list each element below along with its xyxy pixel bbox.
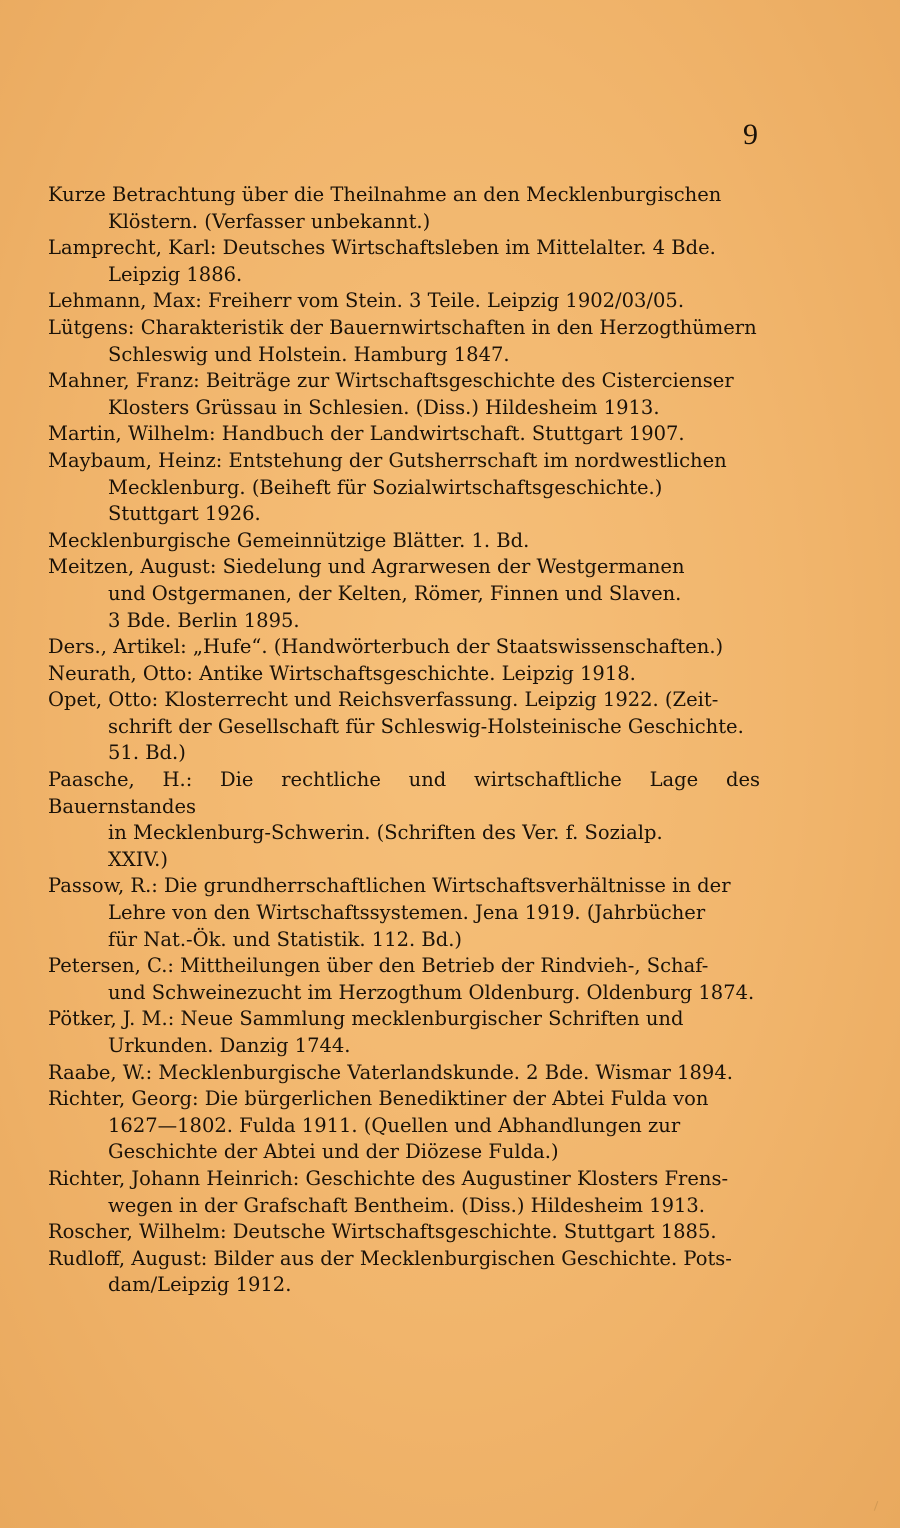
bibliography-entry bbox=[48, 368, 760, 421]
entry-first-line: Neurath, Otto: Antike Wirtschaftsgeschichte. Leipzig 1918. bbox=[48, 661, 636, 685]
bibliography-entry bbox=[48, 421, 760, 448]
entry-first-line: Maybaum, Heinz: Entstehung der Gutsherrschaft im nordwestlichen bbox=[48, 448, 727, 472]
entry-first-line: Paasche, H.: Die rechtliche und wirtschaftliche Lage des Bauernstandes bbox=[48, 768, 760, 818]
entry-first-line: Richter, Georg: Die bürgerlichen Benediktiner der Abtei Fulda von bbox=[48, 1087, 709, 1111]
bibliography-entry bbox=[48, 1246, 760, 1299]
bibliography-entry bbox=[48, 767, 760, 873]
entry-first-line: Lamprecht, Karl: Deutsches Wirtschaftsleben im Mittelalter. 4 Bde. bbox=[48, 236, 716, 260]
bibliography-entry bbox=[48, 953, 760, 1006]
entry-first-line: Pötker, J. M.: Neue Sammlung mecklenburgischer Schriften und bbox=[48, 1007, 684, 1031]
entry-first-line: Mahner, Franz: Beiträge zur Wirtschaftsgeschichte des Cistercienser bbox=[48, 369, 734, 393]
entry-continuation-line: und Ostgermanen, der Kelten, Römer, Finnen und Slaven. bbox=[108, 581, 682, 605]
entry-first-line: Petersen, C.: Mittheilungen über den Betrieb der Rindvieh-, Schaf- bbox=[48, 954, 709, 978]
entry-continuation-line: Klosters Grüssau in Schlesien. (Diss.) Hildesheim 1913. bbox=[108, 395, 660, 419]
bibliography-entry bbox=[48, 554, 760, 634]
entry-first-line: Lehmann, Max: Freiherr vom Stein. 3 Teile. Leipzig 1902/03/05. bbox=[48, 289, 685, 313]
bibliography-entry bbox=[48, 1006, 760, 1059]
bibliography-entry bbox=[48, 315, 760, 368]
entry-continuation-line: Geschichte der Abtei und der Diözese Fulda.) bbox=[108, 1140, 559, 1164]
bibliography-entry bbox=[48, 448, 760, 528]
entry-continuation-line: 51. Bd.) bbox=[108, 741, 186, 765]
bibliography-entry bbox=[48, 1060, 760, 1087]
entry-continuation-line: Urkunden. Danzig 1744. bbox=[108, 1034, 351, 1057]
bibliography-entry bbox=[48, 634, 760, 661]
bibliography-entry bbox=[48, 873, 760, 953]
entry-continuation-line: XXIV.) bbox=[108, 847, 168, 871]
entry-first-line: Richter, Johann Heinrich: Geschichte des Augustiner Klosters Frens- bbox=[48, 1166, 729, 1190]
bibliography-entry bbox=[48, 1086, 760, 1166]
bibliography-entry bbox=[48, 661, 760, 688]
bibliography-list bbox=[48, 182, 760, 1299]
entry-continuation-line: in Mecklenburg-Schwerin. (Schriften des Ver. f. Sozialp. bbox=[108, 821, 663, 845]
entry-first-line: Kurze Betrachtung über die Theilnahme an den Mecklenburgischen bbox=[48, 183, 722, 206]
entry-first-line: Raabe, W.: Mecklenburgische Vaterlandskunde. 2 Bde. Wismar 1894. bbox=[48, 1060, 733, 1084]
entry-continuation-line: Lehre von den Wirtschaftssystemen. Jena 1919. (Jahrbücher bbox=[108, 901, 706, 925]
entry-first-line: Rudloff, August: Bilder aus der Mecklenburgischen Geschichte. Pots- bbox=[48, 1246, 732, 1270]
entry-continuation-line: Mecklenburg. (Beiheft für Sozialwirtschaftsgeschichte.) bbox=[108, 475, 663, 499]
entry-continuation-line: wegen in der Grafschaft Bentheim. (Diss.) Hildesheim 1913. bbox=[108, 1193, 705, 1217]
entry-first-line: Ders., Artikel: „Hufe“. (Handwörterbuch der Staatswissenschaften.) bbox=[48, 635, 724, 659]
entry-continuation-line: Schleswig und Holstein. Hamburg 1847. bbox=[108, 342, 510, 366]
entry-continuation-line: Leipzig 1886. bbox=[108, 262, 243, 286]
entry-continuation-line: und Schweinezucht im Herzogthum Oldenburg. Oldenburg 1874. bbox=[108, 980, 755, 1004]
entry-continuation-line: Klöstern. (Verfasser unbekannt.) bbox=[108, 209, 431, 233]
bibliography-entry bbox=[48, 687, 760, 767]
entry-first-line: Mecklenburgische Gemeinnützige Blätter. 1. Bd. bbox=[48, 528, 530, 552]
entry-first-line: Roscher, Wilhelm: Deutsche Wirtschaftsgeschichte. Stuttgart 1885. bbox=[48, 1220, 717, 1244]
paper-mark bbox=[874, 1501, 895, 1517]
bibliography-entry bbox=[48, 288, 760, 315]
entry-continuation-line: schrift der Gesellschaft für Schleswig-Holsteinische Geschichte. bbox=[108, 714, 744, 738]
entry-first-line: Lütgens: Charakteristik der Bauernwirtschaften in den Herzogthümern bbox=[48, 315, 757, 339]
entry-first-line: Passow, R.: Die grundherrschaftlichen Wirtschaftsverhältnisse in der bbox=[48, 874, 731, 898]
bibliography-entry bbox=[48, 1166, 760, 1219]
entry-continuation-line: 1627—1802. Fulda 1911. (Quellen und Abhandlungen zur bbox=[108, 1113, 681, 1137]
page-number: 9 bbox=[743, 118, 758, 151]
entry-continuation-line: Stuttgart 1926. bbox=[108, 502, 261, 526]
entry-continuation-line: dam/Leipzig 1912. bbox=[108, 1273, 292, 1297]
entry-first-line: Opet, Otto: Klosterrecht und Reichsverfassung. Leipzig 1922. (Zeit- bbox=[48, 688, 719, 712]
entry-continuation-line: 3 Bde. Berlin 1895. bbox=[108, 608, 300, 632]
entry-continuation-line: für Nat.-Ök. und Statistik. 112. Bd.) bbox=[108, 927, 463, 951]
bibliography-entry bbox=[48, 235, 760, 288]
entry-first-line: Meitzen, August: Siedelung und Agrarwesen der Westgermanen bbox=[48, 555, 685, 579]
bibliography-entry bbox=[48, 528, 760, 555]
bibliography-entry bbox=[48, 182, 760, 235]
entry-first-line: Martin, Wilhelm: Handbuch der Landwirtschaft. Stuttgart 1907. bbox=[48, 422, 685, 446]
bibliography-entry bbox=[48, 1219, 760, 1246]
